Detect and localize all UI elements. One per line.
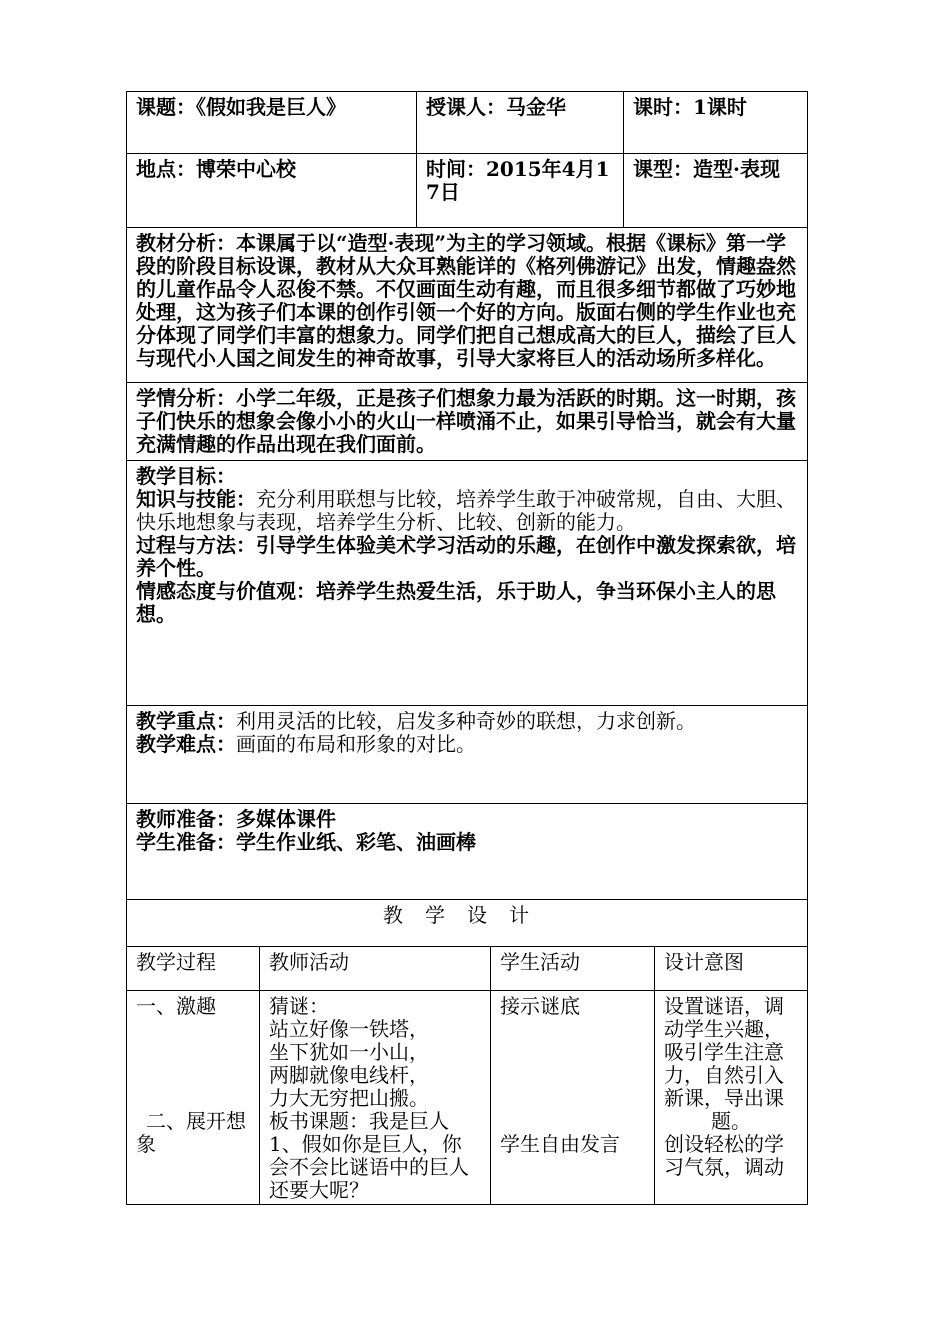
preparation-row bbox=[127, 804, 808, 900]
student-analysis-cell: 学情分析：小学二年级，正是孩子们想象力最为活跃的时期。这一时期，孩子们快乐的想象会像小小的火山一样喷涌不止，如果引导恰当，就会有大量充满情趣的作品出现在我们面前。 bbox=[127, 383, 808, 461]
intent-1: 设置谜语，调动学生兴趣，吸引学生注意力，自然引入新课，导出课 bbox=[664, 994, 784, 1110]
knowledge-text: 充分利用联想与比较，培养学生敢于冲破常规，自由、大胆、快乐地想象与表现，培养学生分析、比较、创新的能力。 bbox=[136, 487, 796, 534]
difficulty-text: 画面的布局和形象的对比。 bbox=[236, 732, 476, 756]
intent-cell bbox=[655, 991, 808, 1205]
material-analysis-row bbox=[127, 228, 808, 383]
teacher-line: 板书课题：我是巨人 bbox=[269, 1109, 449, 1133]
col-header-student: 学生活动 bbox=[491, 947, 655, 991]
student-analysis-row bbox=[127, 383, 808, 461]
teacher-line: 猜谜： bbox=[269, 994, 329, 1018]
teacher-cell: 授课人：马金华 bbox=[417, 92, 624, 154]
material-analysis-cell: 教材分析：本课属于以“造型·表现”为主的学习领域。根据《课标》第一学段的阶段目标设课，教材从大众耳熟能详的《格列佛游记》出发，情趣盎然的儿童作品令人忍俊不禁。不仅画面生动有趣，而且很多细节都做了巧妙地处理，这为孩子们本课的创作引领一个好的方向。版面右侧的学生作业也充分体现了同学们丰富的想象力。同学们把自己想成高大的巨人，描绘了巨人与现代小人国之间发生的神奇故事，引导大家将巨人的活动场所多样化。 bbox=[127, 228, 808, 383]
teacher-line: 两脚就像电线杆， bbox=[269, 1063, 429, 1087]
difficulty-label: 教学难点： bbox=[136, 732, 236, 756]
focus-text: 利用灵活的比较，启发多种奇妙的联想，力求创新。 bbox=[236, 709, 696, 733]
teacher-line: 站立好像一铁塔， bbox=[269, 1017, 429, 1041]
preparation-cell bbox=[127, 804, 808, 900]
design-title: 教学设计 bbox=[127, 900, 808, 947]
stage-cell bbox=[127, 991, 260, 1205]
lesson-plan-table bbox=[126, 91, 808, 900]
location-cell: 地点：博荣中心校 bbox=[127, 154, 417, 228]
student-activity-cell bbox=[491, 991, 655, 1205]
teacher-line: 力大无穷把山搬。 bbox=[269, 1086, 429, 1110]
teacher-line: 坐下犹如一小山， bbox=[269, 1040, 429, 1064]
teacher-preparation: 教师准备：多媒体课件 bbox=[136, 807, 336, 831]
emotion-goal: 情感态度与价值观：培养学生热爱生活，乐于助人，争当环保小主人的思想。 bbox=[136, 579, 776, 626]
teaching-goals-cell bbox=[127, 461, 808, 706]
key-points-cell bbox=[127, 706, 808, 804]
stage-2: 二、展开想象 bbox=[136, 1109, 246, 1156]
teaching-design-table bbox=[126, 899, 808, 1205]
teacher-activity-cell bbox=[260, 991, 491, 1205]
key-points-row bbox=[127, 706, 808, 804]
teacher-line: 1、假如你是巨人，你会不会比谜语中的巨人还要大呢？ bbox=[269, 1132, 469, 1202]
goals-heading: 教学目标： bbox=[136, 464, 236, 488]
hours-cell: 课时：1课时 bbox=[624, 92, 808, 154]
teaching-goals-row bbox=[127, 461, 808, 706]
student-preparation: 学生准备：学生作业纸、彩笔、油画棒 bbox=[136, 830, 476, 854]
header-row-2 bbox=[127, 154, 808, 228]
design-row-1 bbox=[127, 991, 808, 1205]
intent-1-end: 题。 bbox=[711, 1109, 751, 1133]
design-title-row bbox=[127, 900, 808, 947]
col-header-intent: 设计意图 bbox=[655, 947, 808, 991]
col-header-teacher: 教师活动 bbox=[260, 947, 491, 991]
student-activity-2: 学生自由发言 bbox=[500, 1132, 620, 1156]
process-goal: 过程与方法：引导学生体验美术学习活动的乐趣，在创作中激发探索欲，培养个性。 bbox=[136, 533, 796, 580]
header-row-1 bbox=[127, 92, 808, 154]
intent-2: 创设轻松的学习气氛，调动 bbox=[664, 1132, 784, 1179]
col-header-process: 教学过程 bbox=[127, 947, 260, 991]
student-activity-1: 接示谜底 bbox=[500, 994, 580, 1018]
design-header-row bbox=[127, 947, 808, 991]
knowledge-label: 知识与技能： bbox=[136, 487, 256, 511]
time-cell: 时间：2015年4月17日 bbox=[417, 154, 624, 228]
topic-cell: 课题：《假如我是巨人》 bbox=[127, 92, 417, 154]
focus-label: 教学重点： bbox=[136, 709, 236, 733]
stage-1: 一、激趣 bbox=[136, 994, 216, 1018]
lesson-type-cell: 课型：造型·表现 bbox=[624, 154, 808, 228]
